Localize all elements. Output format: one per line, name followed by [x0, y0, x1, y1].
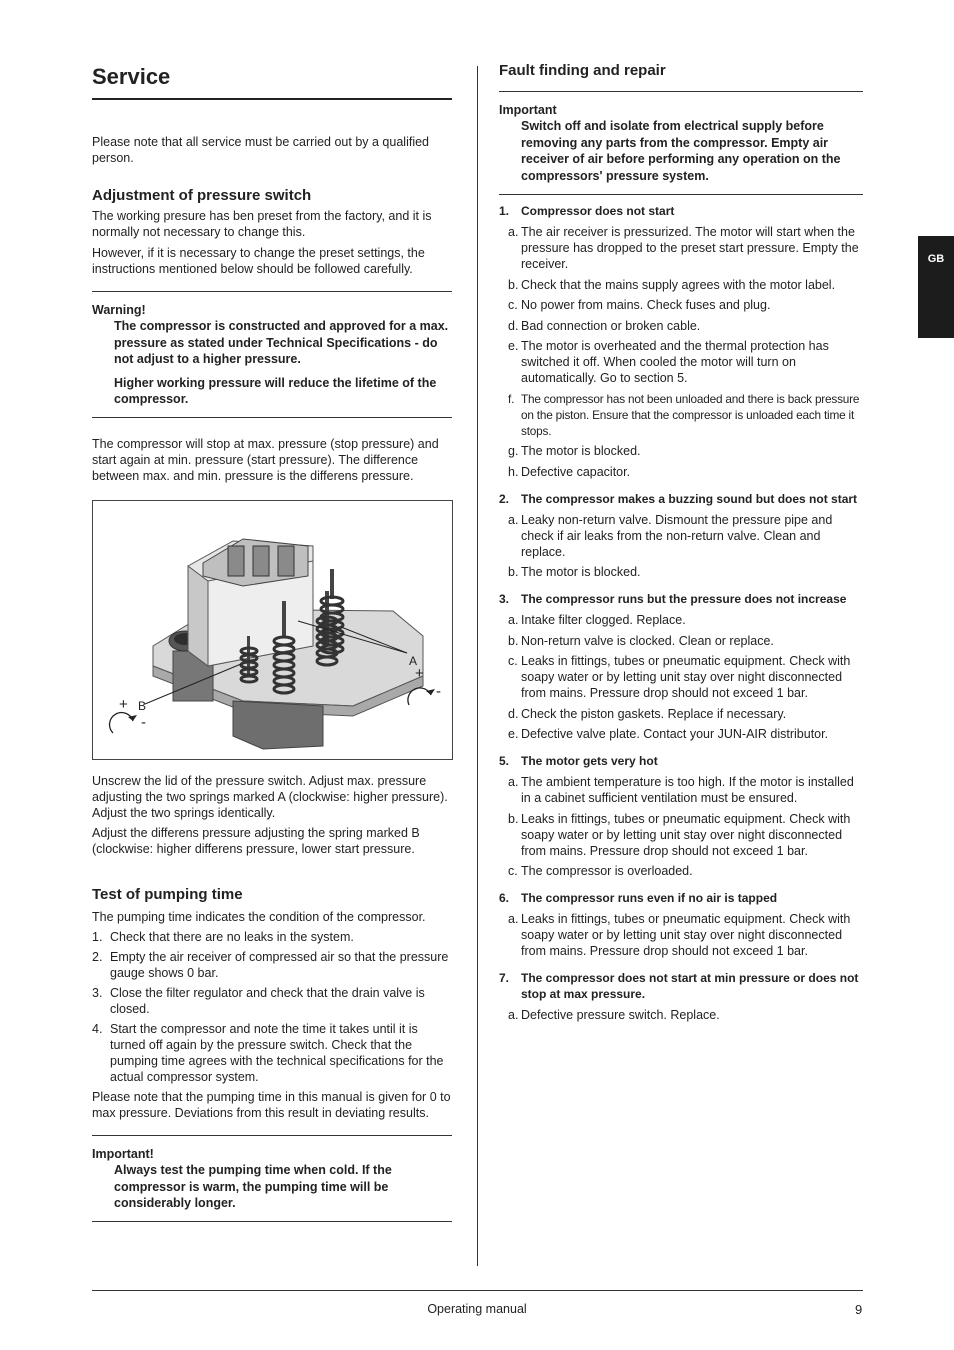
fault-section [499, 591, 863, 742]
list-item: c. No power from mains. Check fuses and plug. [508, 298, 771, 312]
fault-section-title: 7. The compressor does not start at min pressure or does not stop at max pressure. [499, 971, 859, 1001]
fault-section-title: 6. The compressor runs even if no air is tapped [499, 891, 778, 905]
fault-heading: Fault finding and repair [499, 62, 863, 92]
adjust-paragraph-2: However, if it is necessary to change the preset settings, the instructions mentioned below should be followed carefully. [92, 246, 425, 276]
pressure-switch-illustration [93, 501, 452, 759]
page-number: 9 [855, 1302, 863, 1317]
fault-section-title: 2. The compressor makes a buzzing sound but does not start [499, 491, 858, 506]
language-tab[interactable]: GB [918, 236, 954, 338]
pressure-switch-figure [92, 500, 453, 760]
important-body-right: Switch off and isolate from electrical supply before removing any parts from the compressor. Empty air receiver of air before performing any operation on the compressors' pressure system. [521, 119, 841, 183]
intro-text: Please note that all service must be carried out by a qualified person. [92, 135, 429, 165]
fault-section [499, 203, 863, 480]
differens-text: Adjust the differens pressure adjusting the spring marked B (clockwise: higher differens pressure, lower start pressure. [92, 826, 420, 856]
fault-items [499, 612, 863, 742]
test-heading: Test of pumping time [92, 886, 243, 903]
warning-body-1: The compressor is constructed and approved for a max. pressure as stated under Technical Specifications - do not adjust to a higher pressure. [114, 319, 449, 366]
minus-b: - [141, 714, 146, 731]
list-item: b. Leaks in fittings, tubes or pneumatic equipment. Check with soapy water or by letting unit stay over night disconnected from mains. Pressure drop should not exceed 1 bar. [508, 811, 851, 858]
fault-section [499, 753, 863, 879]
test-steps [92, 929, 452, 1085]
important-body-left: Always test the pumping time when cold. If the compressor is warm, the pumping time will be considerably longer. [114, 1163, 392, 1210]
page-title: Service [92, 60, 452, 100]
warning-box [92, 291, 452, 418]
important-box-right [499, 92, 863, 195]
important-box-left [92, 1135, 452, 1222]
footer-label: Operating manual [427, 1302, 527, 1316]
list-item: b. Non-return valve is clocked. Clean or replace. [508, 633, 774, 648]
column-divider [477, 66, 478, 1266]
label-a: A [409, 654, 418, 668]
adjust-paragraph-1: The working presure has ben preset from the factory, and it is normally not necessary to change this. [92, 209, 432, 239]
list-item: c. Leaks in fittings, tubes or pneumatic equipment. Check with soapy water or by letting unit stay over night disconnected from mains. Pressure drop should not exceed 1 bar. [508, 654, 851, 700]
list-item: 1. Check that there are no leaks in the system. [92, 930, 354, 944]
footer-rule [92, 1290, 863, 1291]
fault-section [499, 970, 863, 1023]
list-item: e. Defective valve plate. Contact your JUN-AIR distributor. [508, 727, 829, 741]
list-item: 3. Close the filter regulator and check that the drain valve is closed. [92, 986, 425, 1016]
list-item: a. The air receiver is pressurized. The motor will start when the pressure has dropped to the preset start pressure. Empty the receiver. [508, 225, 859, 271]
fault-section [499, 491, 863, 581]
warning-body-2: Higher working pressure will reduce the lifetime of the compressor. [114, 375, 437, 406]
list-item: b. The motor is blocked. [508, 565, 641, 579]
minus-a: - [436, 683, 441, 700]
plus-a: + [415, 665, 424, 682]
right-column [499, 62, 863, 1034]
list-item: a. Defective pressure switch. Replace. [508, 1008, 720, 1022]
fault-section-title: 3. The compressor runs but the pressure does not increase [499, 592, 847, 606]
fault-sections [499, 203, 863, 1023]
fault-section-title: 1. Compressor does not start [499, 204, 675, 218]
fault-section [499, 890, 863, 959]
list-item: g. The motor is blocked. [508, 444, 641, 458]
fault-items [499, 911, 863, 959]
important-heading-left: Important! [92, 1147, 154, 1161]
list-item: d. Check the piston gaskets. Replace if necessary. [508, 706, 787, 721]
left-column-lower [92, 773, 452, 1222]
list-item: a. The ambient temperature is too high. If the motor is installed in a cabinet sufficient ventilation must be ensured. [508, 775, 854, 805]
fault-items [499, 774, 863, 879]
warning-heading: Warning! [92, 303, 146, 317]
fault-section-title: 5. The motor gets very hot [499, 754, 658, 768]
label-b: B [138, 699, 147, 713]
fault-items [499, 224, 863, 480]
list-item: d. Bad connection or broken cable. [508, 318, 701, 333]
list-item: c. The compressor is overloaded. [508, 864, 693, 878]
list-item: a. Leaky non-return valve. Dismount the pressure pipe and check if air leaks from the non-return valve. Clean and replace. [508, 512, 833, 559]
adjust-heading: Adjustment of pressure switch [92, 187, 312, 204]
list-item: 2. Empty the air receiver of compressed air so that the pressure gauge shows 0 bar. [92, 950, 449, 980]
list-item: h. Defective capacitor. [508, 464, 631, 479]
list-item: b. Check that the mains supply agrees with the motor label. [508, 277, 836, 292]
left-column [92, 60, 452, 484]
fault-items [499, 1007, 863, 1023]
test-intro: The pumping time indicates the condition of the compressor. [92, 910, 426, 924]
unscrew-text: Unscrew the lid of the pressure switch. Adjust max. pressure adjusting the two springs marked A (clockwise: higher pressure). Adjust the two springs identically. [92, 774, 448, 820]
list-item: e. The motor is overheated and the thermal protection has switched it off. When cooled the motor will turn on automatically. Go to section 5. [508, 339, 829, 385]
important-heading-right: Important [499, 103, 557, 117]
list-item: 4. Start the compressor and note the time it takes until it is turned off again by the pressure switch. Check that the pumping time agrees with the technical specifications for the actual compressor system. [92, 1022, 444, 1084]
fault-items [499, 512, 863, 581]
test-note: Please note that the pumping time in this manual is given for 0 to max pressure. Deviations from this result in deviating results. [92, 1090, 451, 1120]
plus-b: + [119, 696, 128, 713]
list-item: a. Intake filter clogged. Replace. [508, 613, 686, 627]
stop-pressure-text: The compressor will stop at max. pressure (stop pressure) and start again at min. pressure (start pressure). The difference between max. and min. pressure is the differens pressure. [92, 436, 439, 483]
list-item: a. Leaks in fittings, tubes or pneumatic equipment. Check with soapy water or by letting unit stay over night disconnected from mains. Pressure drop should not exceed 1 bar. [508, 912, 851, 958]
list-item: f. The compressor has not been unloaded and there is back pressure on the piston. Ensure that the compressor is unloaded each time it stops. [508, 391, 860, 438]
